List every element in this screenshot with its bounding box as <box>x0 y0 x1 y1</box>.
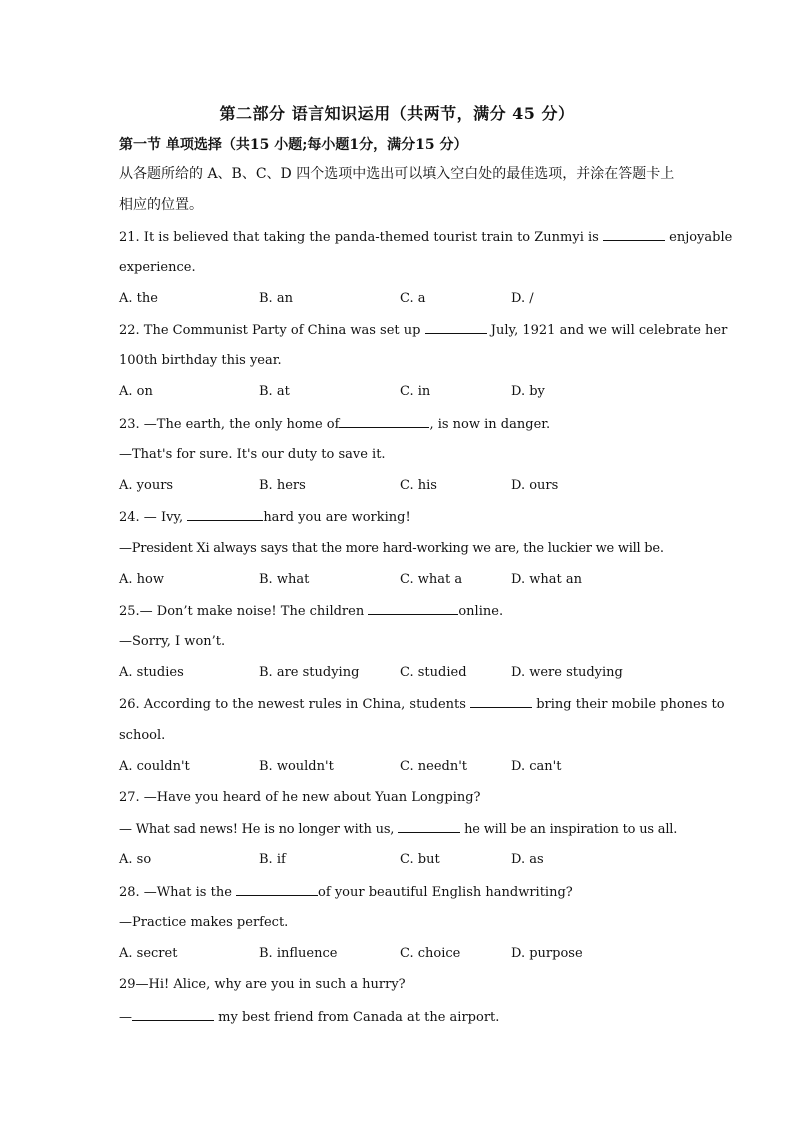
question-21-stem-cont: experience. <box>119 260 196 275</box>
section-title: 第一节 单项选择（共15 小题;每小题1分，满分15 分） <box>119 137 468 153</box>
question-24-reply: —President Xi always says that the more hard-working we are, the luckier we will be. <box>119 541 664 556</box>
instruction-line-1: 从各题所给的 A、B、C、D 四个选项中选出可以填入空白处的最佳选项，并涂在答题卡上 <box>119 166 675 182</box>
answer-blank <box>368 602 458 615</box>
question-24-option-d: D. what an <box>511 572 582 587</box>
question-22-stem-cont: 100th birthday this year. <box>119 353 282 368</box>
question-21-option-b: B. an <box>259 291 293 306</box>
question-28-option-b: B. influence <box>259 946 338 961</box>
instruction-line-2: 相应的位置。 <box>119 197 203 213</box>
answer-blank <box>398 820 460 833</box>
question-27-option-c: C. but <box>400 852 440 867</box>
question-22-option-b: B. at <box>259 384 290 399</box>
question-28-option-d: D. purpose <box>511 946 583 961</box>
question-23-stem: 23. —The earth, the only home of , is now in danger. <box>119 417 551 432</box>
question-22-option-a: A. on <box>119 384 153 399</box>
question-27-option-a: A. so <box>119 852 152 867</box>
question-28-stem: 28. —What is the of your beautiful English handwriting? <box>119 885 573 900</box>
answer-blank <box>603 228 665 241</box>
question-27-reply: — What sad news! He is no longer with us, he will be an inspiration to us all. <box>119 822 678 837</box>
question-21-stem: 21. It is believed that taking the panda-themed tourist train to Zunmyi is enjoyable <box>119 230 733 245</box>
answer-blank <box>187 508 263 521</box>
answer-blank <box>470 695 532 708</box>
question-21-option-c: C. a <box>400 291 426 306</box>
question-22-option-d: D. by <box>511 384 545 399</box>
question-22-option-c: C. in <box>400 384 431 399</box>
question-24-option-b: B. what <box>259 572 310 587</box>
answer-blank <box>425 321 487 334</box>
answer-blank <box>132 1008 214 1021</box>
answer-blank <box>339 415 429 428</box>
question-24-option-c: C. what a <box>400 572 463 587</box>
question-26-option-a: A. couldn't <box>119 759 190 774</box>
question-24-option-a: A. how <box>119 572 164 587</box>
question-26-option-b: B. wouldn't <box>259 759 334 774</box>
question-25-stem: 25.— Don’t make noise! The children online. <box>119 604 504 619</box>
question-27-option-b: B. if <box>259 852 286 867</box>
question-25-option-c: C. studied <box>400 665 467 680</box>
answer-blank <box>236 883 318 896</box>
question-21-option-a: A. the <box>119 291 158 306</box>
question-21-option-d: D. / <box>511 291 534 306</box>
question-26-option-d: D. can't <box>511 759 562 774</box>
question-23-option-a: A. yours <box>119 478 174 493</box>
question-24-stem: 24. — Ivy, hard you are working! <box>119 510 411 525</box>
question-23-option-d: D. ours <box>511 478 559 493</box>
question-29-stem: 29—Hi! Alice, why are you in such a hurry? <box>119 977 406 992</box>
question-26-stem-cont: school. <box>119 728 166 743</box>
question-23-reply: —That's for sure. It's our duty to save it. <box>119 447 386 462</box>
question-29-reply: — my best friend from Canada at the airport. <box>119 1010 500 1025</box>
question-26-option-c: C. needn't <box>400 759 467 774</box>
question-23-option-b: B. hers <box>259 478 306 493</box>
question-25-option-d: D. were studying <box>511 665 623 680</box>
question-28-option-a: A. secret <box>119 946 178 961</box>
question-25-option-a: A. studies <box>119 665 184 680</box>
question-25-option-b: B. are studying <box>259 665 360 680</box>
question-25-reply: —Sorry, I won’t. <box>119 634 226 649</box>
question-22-stem: 22. The Communist Party of China was set up July, 1921 and we will celebrate her <box>119 323 728 338</box>
part-title: 第二部分 语言知识运用（共两节，满分 45 分） <box>219 104 575 123</box>
question-26-stem: 26. According to the newest rules in China, students bring their mobile phones to <box>119 697 725 712</box>
question-28-option-c: C. choice <box>400 946 461 961</box>
question-27-option-d: D. as <box>511 852 544 867</box>
question-23-option-c: C. his <box>400 478 437 493</box>
question-28-reply: —Practice makes perfect. <box>119 915 289 930</box>
question-27-stem: 27. —Have you heard of he new about Yuan Longping? <box>119 790 481 805</box>
